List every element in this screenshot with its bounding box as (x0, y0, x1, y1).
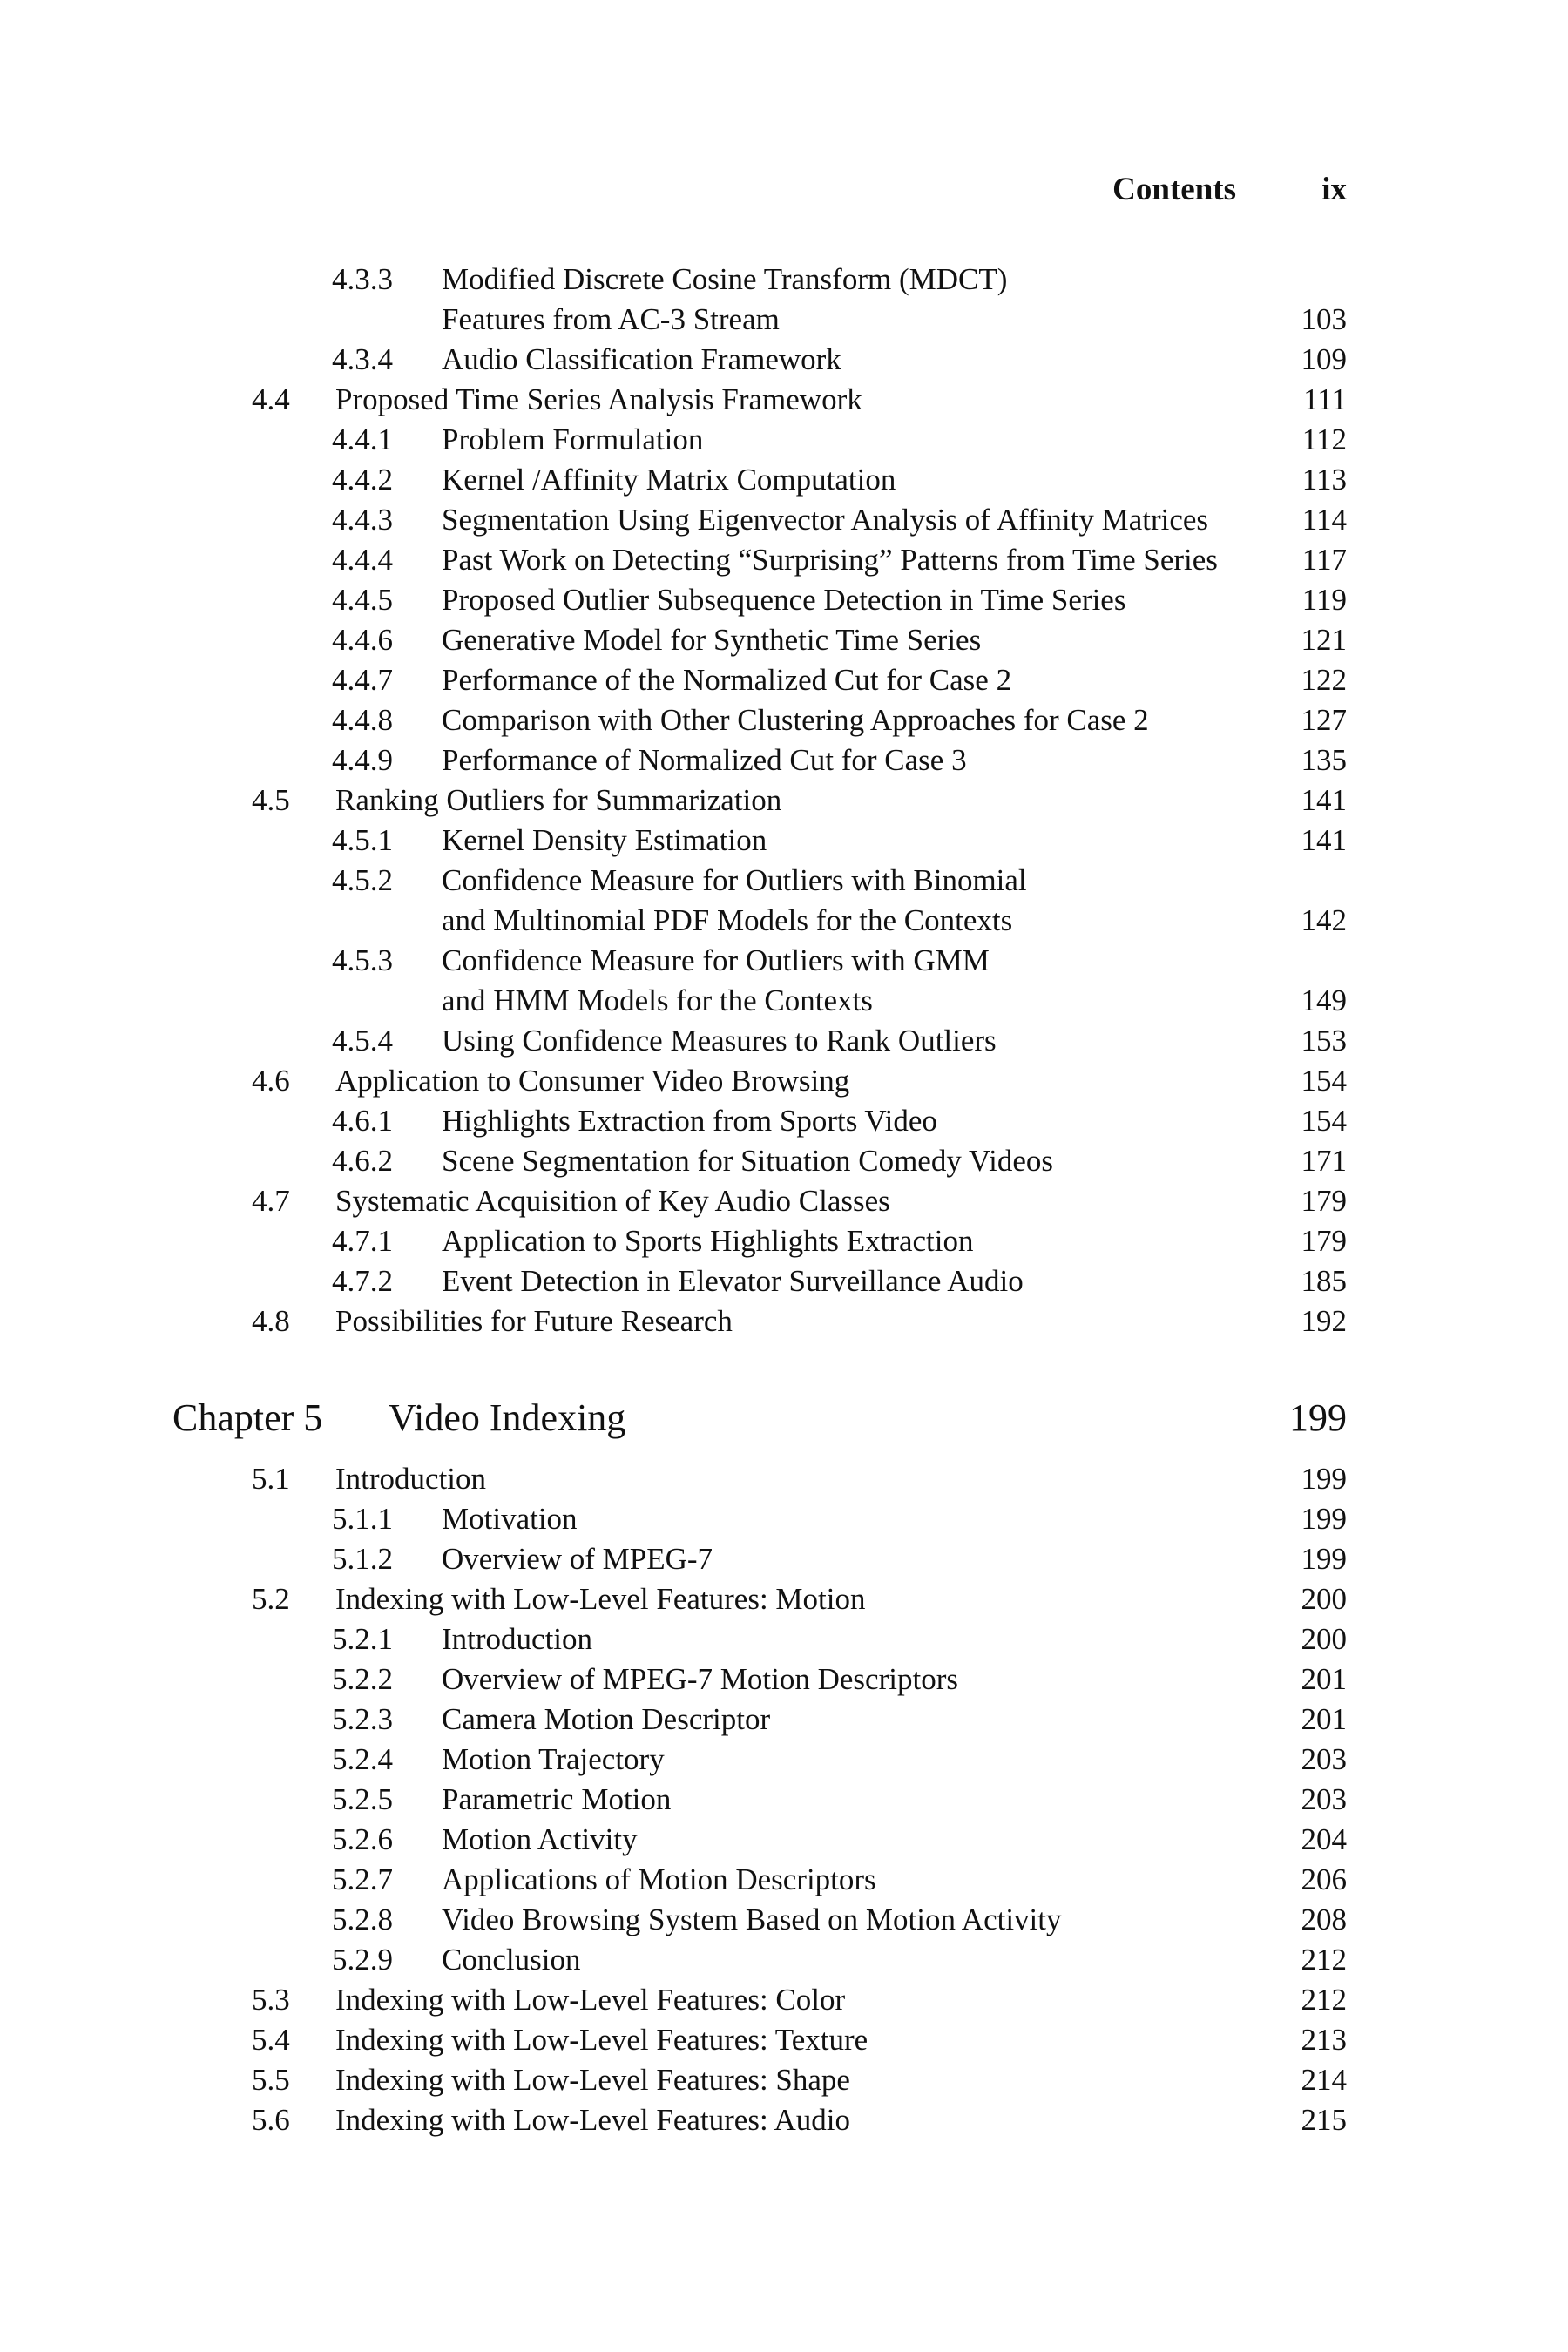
toc-entry-page-number: 203 (1301, 1742, 1347, 1776)
toc-entry-number: 4.7.1 (332, 1224, 393, 1258)
toc-entry-number: 4.4.2 (332, 463, 393, 497)
toc-entry-page-number: 112 (1301, 422, 1347, 456)
toc-subsection-entry (0, 500, 1568, 540)
toc-section-entry (0, 1459, 1568, 1499)
toc-entry-number: 5.2.5 (332, 1782, 393, 1816)
toc-entry-page-number: 200 (1301, 1582, 1347, 1616)
toc-entry-page-number: 206 (1301, 1862, 1347, 1896)
running-head-page-number: ix (1321, 172, 1347, 207)
toc-entry-page-number: 141 (1301, 783, 1347, 817)
toc-entry-number: 4.4.5 (332, 583, 393, 617)
running-head-title: Contents (1112, 172, 1236, 207)
toc-entry-title: Systematic Acquisition of Key Audio Classes (335, 1184, 890, 1218)
toc-entry-number: 5.2.3 (332, 1702, 393, 1736)
toc-entry-title: Confidence Measure for Outliers with GMM (442, 943, 990, 977)
toc-entry-page-number: 192 (1301, 1304, 1347, 1338)
toc-entry-page-number: 122 (1301, 663, 1347, 697)
toc-section-entry (0, 2100, 1568, 2140)
toc-entry-number: 4.4.6 (332, 623, 393, 657)
toc-subsection-entry (0, 1141, 1568, 1181)
toc-entry-number: 5.6 (252, 2103, 290, 2137)
toc-entry-page-number: 171 (1301, 1144, 1347, 1178)
chapter-page-number: 199 (1289, 1396, 1347, 1439)
toc-entry-page-number: 201 (1301, 1662, 1347, 1696)
toc-entry-page-number: 154 (1301, 1064, 1347, 1098)
toc-entry-page-number: 203 (1301, 1782, 1347, 1816)
toc-entry-number: 4.5.4 (332, 1024, 393, 1058)
toc-entry-number: 5.2.2 (332, 1662, 393, 1696)
toc-subsection-entry (0, 1499, 1568, 1539)
toc-entry-number: 5.2.8 (332, 1903, 393, 1936)
toc-entry-title: Indexing with Low-Level Features: Audio (335, 2103, 850, 2137)
toc-entry-number: 5.4 (252, 2023, 290, 2057)
toc-subsection-entry (0, 300, 1568, 340)
toc-entry-title: Comparison with Other Clustering Approaches for Case 2 (442, 703, 1149, 737)
toc-entry-page-number: 111 (1303, 382, 1347, 416)
toc-subsection-entry (0, 340, 1568, 380)
toc-entry-page-number: 199 (1301, 1462, 1347, 1496)
toc-entry-title: Introduction (335, 1462, 487, 1496)
toc-entry-title: Kernel /Affinity Matrix Computation (442, 463, 896, 497)
toc-subsection-entry (0, 540, 1568, 580)
toc-section-entry (0, 1980, 1568, 2020)
toc-entry-number: 4.5.2 (332, 863, 393, 897)
toc-entry-title: Kernel Density Estimation (442, 823, 767, 857)
toc-entry-page-number: 154 (1301, 1104, 1347, 1138)
toc-section-entry (0, 380, 1568, 420)
toc-entry-number: 4.4 (252, 382, 290, 416)
toc-entry-number: 4.5.1 (332, 823, 393, 857)
toc-entry-number: 5.2.9 (332, 1943, 393, 1977)
toc-entry-number: 4.4.9 (332, 743, 393, 777)
toc-entry-page-number: 201 (1301, 1702, 1347, 1736)
toc-subsection-entry (0, 1700, 1568, 1740)
toc-entry-page-number: 127 (1301, 703, 1347, 737)
toc-entry-title: Proposed Time Series Analysis Framework (335, 382, 862, 416)
toc-section-entry (0, 1579, 1568, 1619)
toc-entry-page-number: 153 (1301, 1024, 1347, 1058)
toc-entry-title: Overview of MPEG-7 Motion Descriptors (442, 1662, 958, 1696)
toc-subsection-entry (0, 901, 1568, 941)
toc-entry-page-number: 214 (1301, 2063, 1347, 2097)
toc-entry-page-number: 179 (1301, 1184, 1347, 1218)
toc-entry-title: and Multinomial PDF Models for the Contexts (442, 903, 1013, 937)
toc-entry-number: 5.2.1 (332, 1622, 393, 1656)
toc-subsection-entry (0, 1539, 1568, 1579)
toc-entry-title: Camera Motion Descriptor (442, 1702, 771, 1736)
toc-entry-page-number: 121 (1301, 623, 1347, 657)
toc-entry-title: Performance of the Normalized Cut for Case 2 (442, 663, 1012, 697)
toc-entry-title: Video Browsing System Based on Motion Activity (442, 1903, 1062, 1936)
toc-entry-title: Indexing with Low-Level Features: Motion (335, 1582, 866, 1616)
toc-subsection-entry (0, 1780, 1568, 1820)
running-head (0, 171, 1568, 214)
toc-subsection-entry (0, 1619, 1568, 1659)
toc-entry-number: 4.4.3 (332, 503, 393, 537)
toc-entry-page-number: 208 (1301, 1903, 1347, 1936)
toc-subsection-entry (0, 580, 1568, 620)
toc-entry-title: and HMM Models for the Contexts (442, 983, 873, 1017)
toc-subsection-entry (0, 1940, 1568, 1980)
toc-entry-number: 5.2 (252, 1582, 290, 1616)
toc-entry-page-number: 199 (1301, 1542, 1347, 1576)
toc-entry-number: 4.3.3 (332, 262, 393, 296)
toc-subsection-entry (0, 981, 1568, 1021)
toc-subsection-entry (0, 1820, 1568, 1860)
toc-entry-title: Audio Classification Framework (442, 342, 841, 376)
toc-subsection-entry (0, 420, 1568, 460)
toc-section-entry (0, 2060, 1568, 2100)
toc-subsection-entry (0, 821, 1568, 861)
toc-entry-title: Highlights Extraction from Sports Video (442, 1104, 937, 1138)
toc-entry-page-number: 149 (1301, 983, 1347, 1017)
toc-section-entry (0, 781, 1568, 821)
toc-chapter-heading (0, 1392, 1568, 1444)
toc-entry-number: 5.2.4 (332, 1742, 393, 1776)
toc-subsection-entry (0, 660, 1568, 700)
toc-entry-title: Possibilities for Future Research (335, 1304, 733, 1338)
toc-subsection-entry (0, 861, 1568, 901)
toc-entry-number: 4.7.2 (332, 1264, 393, 1298)
toc-entry-title: Indexing with Low-Level Features: Color (335, 1983, 846, 2017)
toc-entry-title: Application to Sports Highlights Extraction (442, 1224, 974, 1258)
toc-subsection-entry (0, 1261, 1568, 1301)
toc-entry-number: 5.3 (252, 1983, 290, 2017)
toc-entry-title: Scene Segmentation for Situation Comedy Videos (442, 1144, 1054, 1178)
toc-entry-title: Confidence Measure for Outliers with Binomial (442, 863, 1027, 897)
toc-entry-number: 4.6.2 (332, 1144, 393, 1178)
toc-entry-page-number: 113 (1301, 463, 1347, 497)
toc-subsection-entry (0, 941, 1568, 981)
toc-entry-title: Introduction (442, 1622, 593, 1656)
toc-entry-number: 4.6 (252, 1064, 290, 1098)
toc-subsection-entry (0, 740, 1568, 781)
toc-entry-title: Features from AC-3 Stream (442, 302, 780, 336)
toc-entry-page-number: 114 (1301, 503, 1347, 537)
toc-entry-number: 4.8 (252, 1304, 290, 1338)
toc-entry-page-number: 213 (1301, 2023, 1347, 2057)
toc-entry-page-number: 212 (1301, 1943, 1347, 1977)
toc-entry-number: 5.5 (252, 2063, 290, 2097)
toc-entry-number: 5.1 (252, 1462, 290, 1496)
toc-section-entry (0, 1061, 1568, 1101)
toc-entry-page-number: 135 (1301, 743, 1347, 777)
toc-entry-page-number: 204 (1301, 1822, 1347, 1856)
toc-entry-title: Application to Consumer Video Browsing (335, 1064, 850, 1098)
toc-entry-page-number: 142 (1301, 903, 1347, 937)
toc-entry-title: Past Work on Detecting “Surprising” Patterns from Time Series (442, 543, 1218, 577)
toc-entry-title: Performance of Normalized Cut for Case 3 (442, 743, 967, 777)
toc-entry-page-number: 212 (1301, 1983, 1347, 2017)
toc-section-entry (0, 1301, 1568, 1342)
toc-subsection-entry (0, 1221, 1568, 1261)
toc-subsection-entry (0, 460, 1568, 500)
toc-subsection-entry (0, 1860, 1568, 1900)
toc-subsection-entry (0, 620, 1568, 660)
toc-entry-page-number: 103 (1301, 302, 1347, 336)
toc-entry-title: Event Detection in Elevator Surveillance Audio (442, 1264, 1024, 1298)
toc-entry-number: 4.7 (252, 1184, 290, 1218)
toc-entry-title: Motion Activity (442, 1822, 638, 1856)
toc-entry-number: 5.1.1 (332, 1502, 393, 1536)
toc-entry-number: 4.6.1 (332, 1104, 393, 1138)
toc-entry-title: Using Confidence Measures to Rank Outliers (442, 1024, 997, 1058)
toc-section-entry (0, 1181, 1568, 1221)
toc-entry-number: 4.5.3 (332, 943, 393, 977)
toc-subsection-entry (0, 1659, 1568, 1700)
toc-subsection-entry (0, 260, 1568, 300)
toc-entry-number: 4.4.4 (332, 543, 393, 577)
toc-entry-title: Generative Model for Synthetic Time Series (442, 623, 982, 657)
toc-entry-title: Segmentation Using Eigenvector Analysis of Affinity Matrices (442, 503, 1209, 537)
toc-entry-number: 5.2.7 (332, 1862, 393, 1896)
toc-entry-page-number: 199 (1301, 1502, 1347, 1536)
toc-entry-title: Proposed Outlier Subsequence Detection in Time Series (442, 583, 1126, 617)
toc-subsection-entry (0, 1900, 1568, 1940)
toc-entry-title: Conclusion (442, 1943, 581, 1977)
toc-entry-number: 5.1.2 (332, 1542, 393, 1576)
toc-subsection-entry (0, 1101, 1568, 1141)
chapter-title: Video Indexing (389, 1396, 626, 1439)
toc-entry-page-number: 200 (1301, 1622, 1347, 1656)
toc-entry-page-number: 185 (1301, 1264, 1347, 1298)
toc-entry-title: Indexing with Low-Level Features: Shape (335, 2063, 850, 2097)
toc-entry-title: Overview of MPEG-7 (442, 1542, 713, 1576)
toc-entry-page-number: 215 (1301, 2103, 1347, 2137)
toc-entry-title: Modified Discrete Cosine Transform (MDCT) (442, 262, 1008, 296)
toc-entry-number: 4.5 (252, 783, 290, 817)
toc-entry-title: Applications of Motion Descriptors (442, 1862, 876, 1896)
toc-entry-title: Parametric Motion (442, 1782, 672, 1816)
toc-entry-title: Motion Trajectory (442, 1742, 665, 1776)
toc-entry-number: 4.4.1 (332, 422, 393, 456)
toc-subsection-entry (0, 700, 1568, 740)
toc-entry-page-number: 179 (1301, 1224, 1347, 1258)
toc-entry-number: 4.4.8 (332, 703, 393, 737)
toc-subsection-entry (0, 1740, 1568, 1780)
toc-entry-page-number: 109 (1301, 342, 1347, 376)
toc-entry-page-number: 117 (1301, 543, 1347, 577)
toc-entry-title: Ranking Outliers for Summarization (335, 783, 782, 817)
toc-entry-number: 4.3.4 (332, 342, 393, 376)
toc-subsection-entry (0, 1021, 1568, 1061)
chapter-label: Chapter 5 (172, 1396, 323, 1439)
toc-entry-number: 4.4.7 (332, 663, 393, 697)
toc-entry-number: 5.2.6 (332, 1822, 393, 1856)
toc-entry-page-number: 119 (1301, 583, 1347, 617)
toc-entry-title: Problem Formulation (442, 422, 704, 456)
toc-entry-page-number: 141 (1301, 823, 1347, 857)
toc-entry-title: Indexing with Low-Level Features: Texture (335, 2023, 868, 2057)
toc-section-entry (0, 2020, 1568, 2060)
toc-entry-title: Motivation (442, 1502, 578, 1536)
